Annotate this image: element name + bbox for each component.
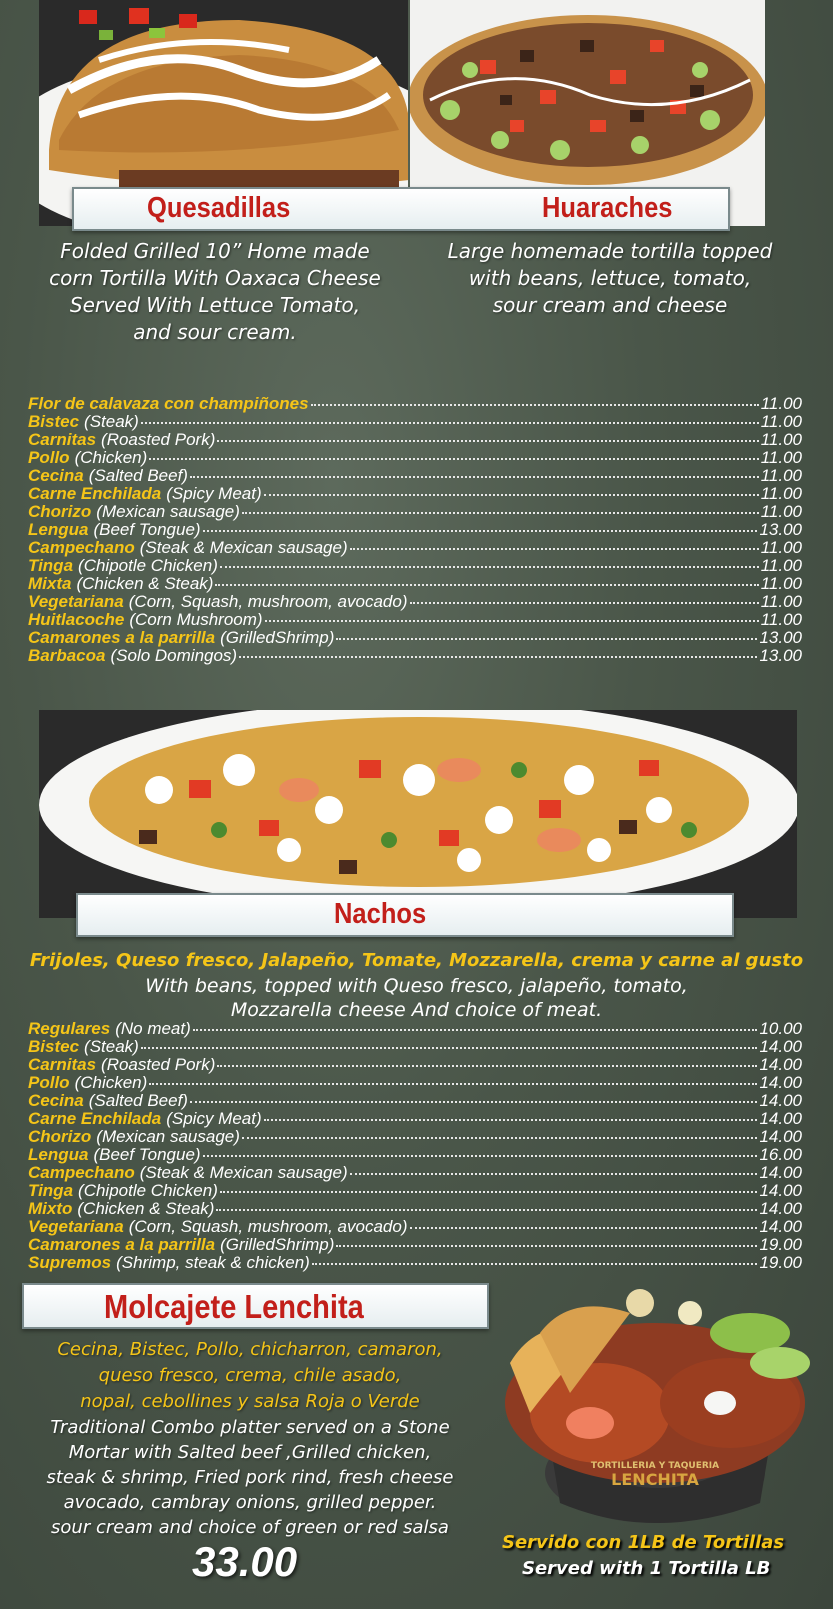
nachos-price-list bbox=[28, 1020, 802, 1272]
item-name: Campechano bbox=[28, 538, 135, 557]
item-name: Lengua bbox=[28, 520, 89, 539]
item-price: 11.00 bbox=[760, 574, 802, 593]
item-name: Carne Enchilada bbox=[28, 1109, 162, 1128]
item-price: 13.00 bbox=[759, 628, 802, 647]
huaraches-description bbox=[420, 238, 800, 319]
menu-item-row bbox=[28, 1128, 802, 1146]
item-price: 11.00 bbox=[760, 538, 802, 557]
item-name: Pollo bbox=[28, 1073, 70, 1092]
item-name: Vegetariana bbox=[28, 592, 124, 611]
dot-leader bbox=[336, 638, 757, 640]
menu-item-row bbox=[28, 1200, 802, 1218]
item-description: (Steak) bbox=[84, 412, 139, 431]
item-name: Bistec bbox=[28, 412, 80, 431]
item-description: (Beef Tongue) bbox=[93, 520, 201, 539]
item-name: Barbacoa bbox=[28, 646, 106, 665]
item-description: (Corn Mushroom) bbox=[129, 610, 263, 629]
dot-leader bbox=[265, 620, 759, 622]
desc-line: avocado, cambray onions, grilled pepper. bbox=[63, 1492, 437, 1513]
item-description: (GrilledShrimp) bbox=[220, 628, 335, 647]
quesadilla-huarache-price-list bbox=[28, 395, 802, 665]
desc-line: and sour cream. bbox=[133, 320, 297, 344]
menu-item-row bbox=[28, 521, 802, 539]
item-price: 14.00 bbox=[759, 1091, 802, 1110]
item-price: 11.00 bbox=[760, 610, 802, 629]
item-name: Huitlacoche bbox=[28, 610, 125, 629]
molcajete-banner bbox=[22, 1283, 489, 1329]
huaraches-title: Huaraches bbox=[542, 192, 673, 224]
desc-line: Large homemade tortilla topped bbox=[447, 239, 773, 263]
item-name: Camarones a la parrilla bbox=[28, 628, 216, 647]
dot-leader bbox=[217, 440, 758, 442]
desc-line: nopal, cebollines y salsa Roja o Verde bbox=[80, 1391, 420, 1412]
dot-leader bbox=[216, 1209, 757, 1211]
dot-leader bbox=[190, 476, 759, 478]
menu-item-row bbox=[28, 1038, 802, 1056]
menu-item-row bbox=[28, 557, 802, 575]
menu-item-row bbox=[28, 467, 802, 485]
menu-item-row bbox=[28, 1254, 802, 1272]
item-description: (Steak & Mexican sausage) bbox=[139, 538, 348, 557]
nachos-title: Nachos bbox=[334, 898, 427, 930]
item-price: 14.00 bbox=[759, 1199, 802, 1218]
item-price: 14.00 bbox=[759, 1109, 802, 1128]
item-price: 14.00 bbox=[759, 1037, 802, 1056]
served-spanish: Servido con 1LB de Tortillas bbox=[502, 1532, 785, 1553]
menu-item-row bbox=[28, 413, 802, 431]
menu-item-row bbox=[28, 485, 802, 503]
item-description: (Spicy Meat) bbox=[166, 484, 262, 503]
menu-item-row bbox=[28, 449, 802, 467]
desc-line: sour cream and choice of green or red salsa bbox=[51, 1517, 449, 1538]
item-description: (Corn, Squash, mushroom, avocado) bbox=[128, 592, 408, 611]
item-description: (Shrimp, steak & chicken) bbox=[116, 1253, 310, 1272]
item-description: (Beef Tongue) bbox=[93, 1145, 201, 1164]
dot-leader bbox=[141, 422, 759, 424]
quesadillas-description bbox=[30, 238, 400, 346]
item-description: (Mexican sausage) bbox=[96, 502, 240, 521]
desc-line: sour cream and cheese bbox=[492, 293, 728, 317]
item-price: 14.00 bbox=[759, 1055, 802, 1074]
dot-leader bbox=[149, 458, 758, 460]
menu-item-row bbox=[28, 1236, 802, 1254]
item-name: Tinga bbox=[28, 1181, 74, 1200]
molcajete-english-description bbox=[20, 1415, 480, 1540]
menu-item-row bbox=[28, 1146, 802, 1164]
menu-item-row bbox=[28, 431, 802, 449]
item-description: (Chipotle Chicken) bbox=[78, 556, 218, 575]
item-name: Campechano bbox=[28, 1163, 135, 1182]
svg-text:TORTILLERIA Y TAQUERIA: TORTILLERIA Y TAQUERIA bbox=[590, 1461, 720, 1471]
menu-item-row bbox=[28, 647, 802, 665]
dot-leader bbox=[141, 1047, 758, 1049]
item-description: (Chipotle Chicken) bbox=[78, 1181, 218, 1200]
item-description: (Corn, Squash, mushroom, avocado) bbox=[128, 1217, 408, 1236]
item-price: 10.00 bbox=[759, 1019, 802, 1038]
menu-item-row bbox=[28, 1182, 802, 1200]
item-price: 11.00 bbox=[760, 556, 802, 575]
menu-item-row bbox=[28, 575, 802, 593]
item-name: Carnitas bbox=[28, 1055, 97, 1074]
desc-line: Folded Grilled 10” Home made bbox=[60, 239, 370, 263]
desc-line: Cecina, Bistec, Pollo, chicharron, camaron, bbox=[57, 1339, 443, 1360]
dot-leader bbox=[311, 404, 759, 406]
nachos-english-line-2: Mozzarella cheese And choice of meat. bbox=[230, 999, 603, 1021]
item-description: (Roasted Pork) bbox=[101, 1055, 216, 1074]
item-description: (Salted Beef) bbox=[88, 1091, 188, 1110]
molcajete-title: Molcajete Lenchita bbox=[104, 1288, 364, 1325]
item-description: (Solo Domingos) bbox=[110, 646, 238, 665]
dot-leader bbox=[336, 1245, 757, 1247]
dot-leader bbox=[242, 512, 759, 514]
item-name: Camarones a la parrilla bbox=[28, 1235, 216, 1254]
item-description: (Chicken & Steak) bbox=[76, 574, 214, 593]
item-name: Pollo bbox=[28, 448, 70, 467]
dot-leader bbox=[217, 1065, 757, 1067]
menu-item-row bbox=[28, 629, 802, 647]
item-price: 11.00 bbox=[760, 412, 802, 431]
dot-leader bbox=[239, 656, 757, 658]
item-description: (Spicy Meat) bbox=[166, 1109, 262, 1128]
item-price: 14.00 bbox=[759, 1181, 802, 1200]
item-price: 19.00 bbox=[759, 1235, 802, 1254]
dot-leader bbox=[410, 1227, 758, 1229]
menu-item-row bbox=[28, 1020, 802, 1038]
menu-item-row bbox=[28, 1074, 802, 1092]
molcajete-photo bbox=[480, 1273, 820, 1523]
item-price: 14.00 bbox=[759, 1073, 802, 1092]
dot-leader bbox=[215, 584, 758, 586]
desc-line: Mortar with Salted beef ,Grilled chicken, bbox=[68, 1442, 432, 1463]
item-name: Carne Enchilada bbox=[28, 484, 162, 503]
item-name: Flor de calavaza con champiñones bbox=[28, 394, 309, 413]
nachos-photo bbox=[39, 710, 797, 918]
item-price: 16.00 bbox=[759, 1145, 802, 1164]
menu-item-row bbox=[28, 1164, 802, 1182]
dot-leader bbox=[220, 1191, 758, 1193]
item-description: (Steak & Mexican sausage) bbox=[139, 1163, 348, 1182]
item-price: 11.00 bbox=[760, 394, 802, 413]
svg-text:LENCHITA: LENCHITA bbox=[611, 1470, 699, 1489]
item-description: (Chicken & Steak) bbox=[77, 1199, 215, 1218]
item-description: (GrilledShrimp) bbox=[220, 1235, 335, 1254]
desc-line: Served With Lettuce Tomato, bbox=[69, 293, 361, 317]
dot-leader bbox=[220, 566, 759, 568]
menu-item-row bbox=[28, 593, 802, 611]
item-price: 11.00 bbox=[760, 466, 802, 485]
nachos-spanish-description: Frijoles, Queso fresco, Jalapeño, Tomate, Mozzarella, crema y carne al gusto bbox=[29, 950, 804, 971]
nachos-banner bbox=[76, 893, 734, 937]
dot-leader bbox=[410, 602, 759, 604]
item-price: 14.00 bbox=[759, 1127, 802, 1146]
item-price: 11.00 bbox=[760, 430, 802, 449]
item-name: Carnitas bbox=[28, 430, 97, 449]
served-english: Served with 1 Tortilla LB bbox=[522, 1558, 771, 1579]
desc-line: Traditional Combo platter served on a Stone bbox=[50, 1417, 450, 1438]
item-price: 14.00 bbox=[759, 1217, 802, 1236]
dot-leader bbox=[193, 1029, 758, 1031]
top-category-banner bbox=[72, 187, 730, 231]
menu-item-row bbox=[28, 1092, 802, 1110]
desc-line: steak & shrimp, Fried pork rind, fresh cheese bbox=[46, 1467, 454, 1488]
item-price: 13.00 bbox=[759, 520, 802, 539]
desc-line: corn Tortilla With Oaxaca Cheese bbox=[49, 266, 381, 290]
menu-item-row bbox=[28, 1218, 802, 1236]
item-price: 11.00 bbox=[760, 484, 802, 503]
item-price: 14.00 bbox=[759, 1163, 802, 1182]
item-price: 13.00 bbox=[759, 646, 802, 665]
item-name: Mixto bbox=[28, 1199, 73, 1218]
dot-leader bbox=[264, 1119, 758, 1121]
molcajete-spanish-description bbox=[20, 1337, 480, 1415]
item-name: Regulares bbox=[28, 1019, 111, 1038]
item-price: 19.00 bbox=[759, 1253, 802, 1272]
menu-item-row bbox=[28, 395, 802, 413]
molcajete-price: 33.00 bbox=[192, 1538, 298, 1585]
quesadillas-title: Quesadillas bbox=[147, 192, 291, 224]
item-name: Chorizo bbox=[28, 502, 92, 521]
item-description: (Salted Beef) bbox=[88, 466, 188, 485]
item-description: (No meat) bbox=[115, 1019, 191, 1038]
desc-line: with beans, lettuce, tomato, bbox=[468, 266, 752, 290]
item-price: 11.00 bbox=[760, 448, 802, 467]
item-name: Lengua bbox=[28, 1145, 89, 1164]
menu-item-row bbox=[28, 539, 802, 557]
dot-leader bbox=[350, 548, 759, 550]
menu-item-row bbox=[28, 611, 802, 629]
nachos-english-line-1: With beans, topped with Queso fresco, jalapeño, tomato, bbox=[145, 975, 688, 997]
dot-leader bbox=[149, 1083, 757, 1085]
item-name: Cecina bbox=[28, 1091, 84, 1110]
item-name: Bistec bbox=[28, 1037, 80, 1056]
dot-leader bbox=[203, 1155, 758, 1157]
item-description: (Chicken) bbox=[74, 1073, 148, 1092]
item-name: Vegetariana bbox=[28, 1217, 124, 1236]
menu-item-row bbox=[28, 1110, 802, 1128]
item-description: (Mexican sausage) bbox=[96, 1127, 240, 1146]
item-name: Chorizo bbox=[28, 1127, 92, 1146]
dot-leader bbox=[203, 530, 758, 532]
item-name: Supremos bbox=[28, 1253, 112, 1272]
dot-leader bbox=[264, 494, 759, 496]
dot-leader bbox=[242, 1137, 758, 1139]
item-price: 11.00 bbox=[760, 502, 802, 521]
item-description: (Steak) bbox=[84, 1037, 139, 1056]
item-name: Mixta bbox=[28, 574, 72, 593]
menu-item-row bbox=[28, 503, 802, 521]
item-name: Cecina bbox=[28, 466, 84, 485]
desc-line: queso fresco, crema, chile asado, bbox=[98, 1365, 402, 1386]
item-description: (Chicken) bbox=[74, 448, 148, 467]
dot-leader bbox=[350, 1173, 758, 1175]
dot-leader bbox=[190, 1101, 757, 1103]
menu-item-row bbox=[28, 1056, 802, 1074]
item-price: 11.00 bbox=[760, 592, 802, 611]
dot-leader bbox=[312, 1263, 758, 1265]
item-name: Tinga bbox=[28, 556, 74, 575]
item-description: (Roasted Pork) bbox=[101, 430, 216, 449]
